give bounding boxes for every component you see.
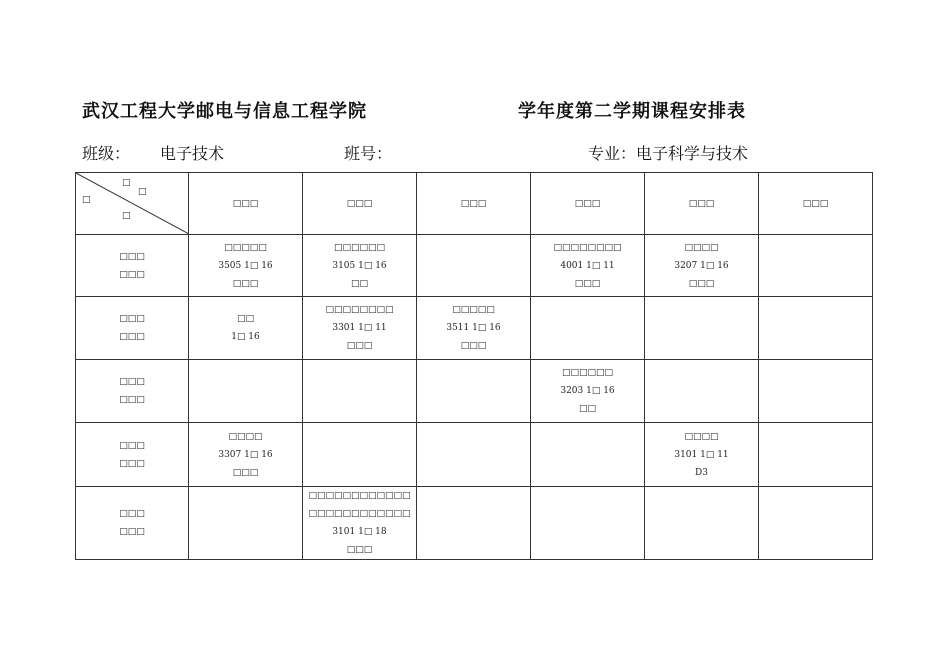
course-line: □□ [350,278,368,289]
course-cell [303,297,417,360]
course-line: □□ [236,314,254,324]
period-cell [76,423,189,487]
empty-cell [759,487,873,560]
corner-label-right: □ [138,187,147,197]
empty-cell [531,487,645,560]
day-header: □□□ [645,173,759,235]
period-label: □□□ [119,458,145,469]
empty-cell [645,487,759,560]
course-line: □□□ [232,278,259,289]
table-row [76,487,873,560]
corner-label-left: □ [82,195,91,205]
period-label: □□□ [119,395,145,405]
corner-label-top: □ [122,178,131,188]
course-cell [189,235,303,297]
empty-cell [759,423,873,487]
course-line: □□□□□□□□ [325,305,394,315]
period-label: □□□ [119,440,145,451]
course-line: 3105 1□ 16 [332,260,387,271]
course-cell [645,235,759,297]
course-line: 1□ 16 [231,332,260,342]
course-line: 3307 1□ 16 [218,449,273,460]
empty-cell [303,423,417,487]
course-line: D3 [695,467,708,478]
diagonal-line [76,173,189,234]
course-line: □□□□□ [224,242,267,253]
course-line: □□□□ [684,242,719,253]
empty-cell [417,487,531,560]
course-line: 3511 1□ 16 [446,323,501,333]
course-line: □□□□□□ [333,242,386,253]
class-number-label: 班号： [344,144,393,163]
course-cell [531,235,645,297]
empty-cell [417,360,531,423]
course-line: □□□□ [684,431,719,442]
table-row [76,235,873,297]
empty-cell [417,235,531,297]
day-header: □□□ [531,173,645,235]
day-header: □□□ [303,173,417,235]
term-title: 学年度第二学期课程安排表 [518,101,746,122]
empty-cell [645,360,759,423]
class-label: 班级： [82,144,131,163]
period-label: □□□ [119,314,145,324]
table-row [76,360,873,423]
course-line: □□□ [346,341,373,351]
empty-cell [645,297,759,360]
course-line: □□□ [460,341,487,351]
course-cell [531,360,645,423]
major-label: 专业：电子科学与技术 [588,144,749,163]
empty-cell [531,423,645,487]
course-line: □□ [578,404,596,414]
period-cell [76,235,189,297]
empty-cell [759,360,873,423]
course-line: 3505 1□ 16 [218,260,273,271]
day-header: □□□ [759,173,873,235]
period-label: □□□ [119,509,145,519]
class-value: 电子技术 [160,144,225,163]
course-cell [303,235,417,297]
corner-cell [76,173,189,235]
table-header-row [76,173,873,235]
period-cell [76,487,189,560]
course-line: 4001 1□ 11 [560,260,615,271]
period-label: □□□ [119,269,145,280]
course-line: □□□□□□□□□□□□ [308,491,411,501]
period-cell [76,360,189,423]
course-line: □□□ [688,278,715,289]
course-line: 3207 1□ 16 [674,260,729,271]
course-line: □□□ [232,467,259,478]
course-cell [645,423,759,487]
empty-cell [417,423,531,487]
course-line: □□□□□□□□ [553,242,622,253]
course-line: □□□□□□ [561,368,614,378]
course-line: □□□ [574,278,601,289]
schedule-table [75,172,873,560]
course-line: 3101 1□ 18 [332,527,387,537]
course-line: □□□□□□□□□□□□ [308,509,411,519]
day-header: □□□ [417,173,531,235]
course-cell [189,423,303,487]
empty-cell [759,297,873,360]
period-cell [76,297,189,360]
period-label: □□□ [119,332,145,342]
page-title: 武汉工程大学邮电与信息工程学院 [82,101,367,122]
course-line: 3101 1□ 11 [674,449,729,460]
empty-cell [531,297,645,360]
empty-cell [759,235,873,297]
course-cell [417,297,531,360]
course-line: 3203 1□ 16 [560,386,615,396]
period-label: □□□ [119,377,145,387]
period-label: □□□ [119,251,145,262]
period-label: □□□ [119,527,145,537]
empty-cell [189,487,303,560]
day-header: □□□ [189,173,303,235]
table-row [76,423,873,487]
table-row [76,297,873,360]
course-line: □□□ [346,545,373,555]
course-cell [189,297,303,360]
course-line: □□□□ [228,431,263,442]
course-line: □□□□□ [452,305,495,315]
empty-cell [189,360,303,423]
corner-label-bottom: □ [122,211,131,221]
empty-cell [303,360,417,423]
course-line: 3301 1□ 11 [332,323,387,333]
course-cell [303,487,417,560]
